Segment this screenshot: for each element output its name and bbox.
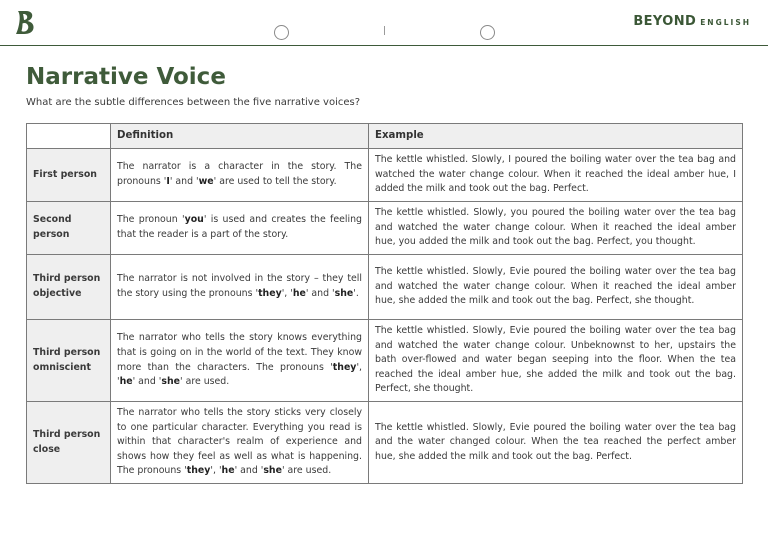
definition-cell: The narrator who tells the story knows everything that is going on in the world of the text. They know more than the characters. The pronouns 'they', 'he' and 'she' are used. [111,320,369,402]
row-label: Second person [27,202,111,255]
table-row [27,149,743,202]
row-label: Third person omniscient [27,320,111,402]
example-cell: The kettle whistled. Slowly, Evie poured the boiling water over the tea bag and watched the water change colour. Unbeknownst to her, upstairs the bath over-flowed and water began seeping into the floor. When the tea reached the ideal amber hue, she added the milk and took out the bag. Perfect, she thought. [369,320,743,402]
definition-cell: The narrator who tells the story sticks very closely to one particular character. Everything you read is within that character's realm of experience and shows how they feel as well as what is happening. The pronouns 'they', 'he' and 'she' are used. [111,402,369,484]
page-subtitle: What are the subtle differences between the five narrative voices? [26,97,361,108]
nav-dot-left-icon [274,25,289,40]
brand-wordmark [633,14,751,29]
narrative-voice-table [26,123,743,484]
table-row [27,255,743,320]
row-label: Third person objective [27,255,111,320]
pronoun-emphasis: we [198,176,214,187]
definition-cell: The pronoun 'you' is used and creates the feeling that the reader is a part of the story. [111,202,369,255]
pronoun-emphasis: they [332,361,357,373]
definition-cell: The narrator is a character in the story. The pronouns 'I' and 'we' are used to tell the story. [111,149,369,202]
nav-dot-right-icon [480,25,495,40]
definition-cell: The narrator is not involved in the story – they tell the story using the pronouns 'they', 'he' and 'she'. [111,255,369,320]
header-blank-cell [27,124,111,149]
nav-divider [384,26,385,35]
example-cell: The kettle whistled. Slowly, I poured the boiling water over the tea bag and watched the water change colour. When it reached the ideal amber hue, I added the milk and took out the bag. Perfect. [369,149,743,202]
pronoun-emphasis: she [263,465,282,477]
pronoun-emphasis: he [292,288,306,299]
example-cell: The kettle whistled. Slowly, Evie poured the boiling water over the tea bag and the water changed colour. When the tea reached the perfect amber hue, she added the milk and took out the bag. Perfect. [369,402,743,484]
page-header [0,0,768,46]
brand-main-text: BEYOND [633,14,697,29]
pronoun-emphasis: she [161,376,181,388]
pronoun-emphasis: you [184,214,204,226]
table-header-row [27,124,743,149]
page-title: Narrative Voice [26,64,226,90]
pronoun-emphasis: he [221,465,235,477]
pronoun-emphasis: they [186,465,211,477]
pronoun-emphasis: she [334,288,354,299]
row-label: First person [27,149,111,202]
brand-sub-text: ENGLISH [700,18,751,27]
pronoun-emphasis: he [119,376,133,388]
table-row [27,320,743,402]
brand-logo-icon [14,9,36,35]
row-label: Third person close [27,402,111,484]
header-example: Example [369,124,743,149]
table-row [27,202,743,255]
example-cell: The kettle whistled. Slowly, you poured the boiling water over the tea bag and watched the water change colour. When it reached the ideal amber hue, you added the milk and took out the bag. Perfect, you thought. [369,202,743,255]
pronoun-emphasis: they [258,288,282,299]
example-cell: The kettle whistled. Slowly, Evie poured the boiling water over the tea bag and watched the water change colour. When it reached the ideal amber hue, she added the milk and took out the bag. Perfect, she thought. [369,255,743,320]
header-definition: Definition [111,124,369,149]
pronoun-emphasis: I [166,176,170,187]
table-row [27,402,743,484]
